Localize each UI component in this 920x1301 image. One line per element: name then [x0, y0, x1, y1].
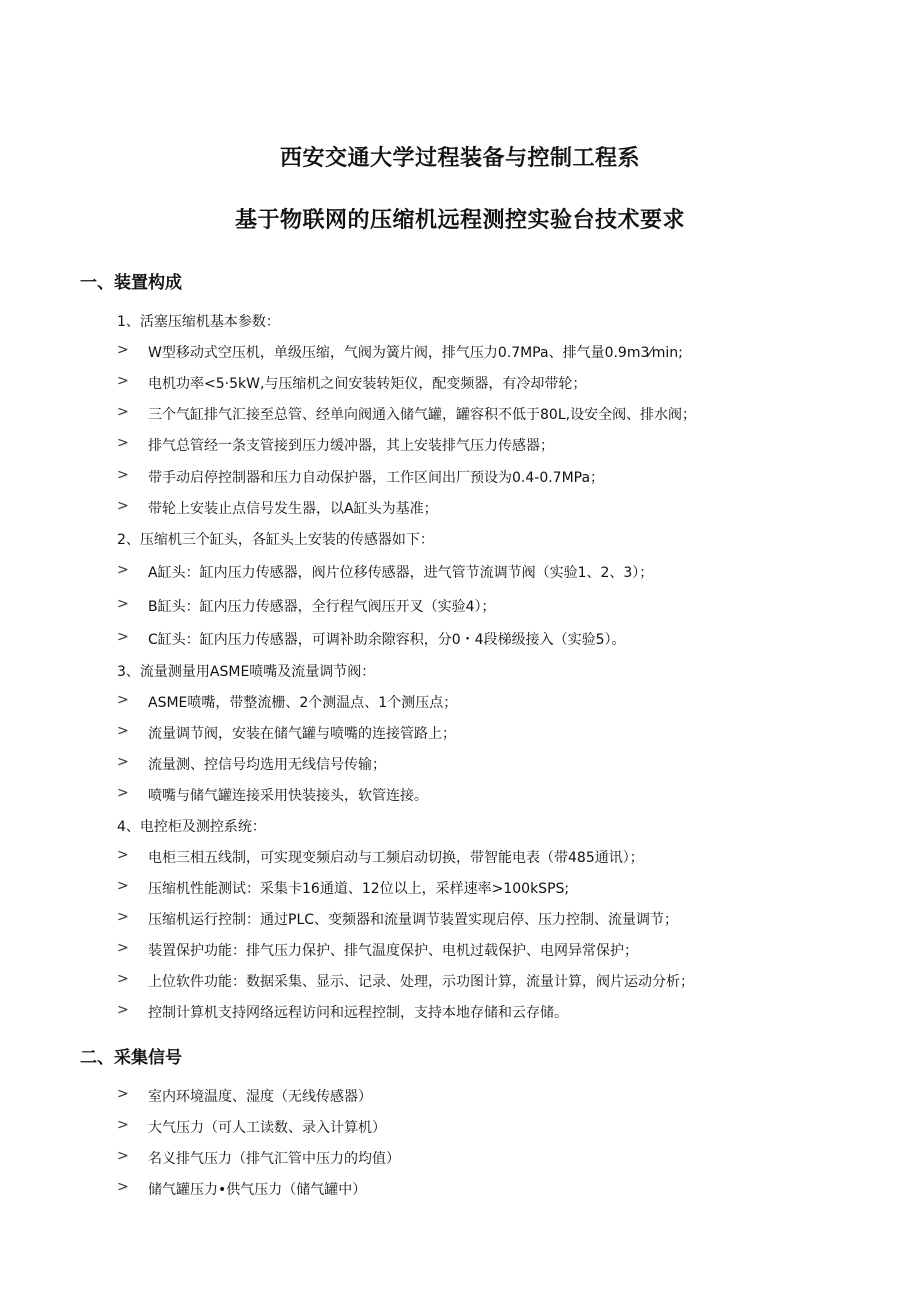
- subheading-control-cabinet: 4、电控柜及测控系统：: [117, 819, 266, 835]
- chevron-right-icon: >: [117, 342, 129, 358]
- subheading-flow-measurement: 3、流量测量用ASME喷嘴及流量调节阀：: [117, 664, 376, 680]
- section-heading-composition: 一、装置构成: [80, 273, 182, 293]
- list-item-text: 上位软件功能：数据采集、显示、记录、处理，示功图计算，流量计算，阀片运动分析；: [148, 974, 694, 990]
- list-item-text: 电柜三相五线制，可实现变频启动与工频启动切换，带智能电表（带485通讯）；: [148, 850, 644, 866]
- list-item-text: 排气总管经一条支管接到压力缓冲器，其上安装排气压力传感器；: [148, 438, 554, 454]
- list-item-text: 名义排气压力（排气汇管中压力的均值）: [148, 1151, 400, 1167]
- chevron-right-icon: >: [117, 1117, 129, 1133]
- document-title: 西安交通大学过程装备与控制工程系: [279, 146, 640, 171]
- chevron-right-icon: >: [117, 629, 129, 645]
- chevron-right-icon: >: [117, 692, 129, 708]
- chevron-right-icon: >: [117, 1002, 129, 1018]
- document-subtitle: 基于物联网的压缩机远程测控实验台技术要求: [234, 208, 685, 233]
- chevron-right-icon: >: [117, 878, 129, 894]
- chevron-right-icon: >: [117, 940, 129, 956]
- list-item-text: 带轮上安装止点信号发生器，以A缸头为基准；: [148, 501, 438, 517]
- chevron-right-icon: >: [117, 404, 129, 420]
- list-item-text: A缸头：缸内压力传感器，阀片位移传感器，进气管节流调节阀（实验1、2、3）；: [148, 565, 654, 581]
- list-item-text: ASME喷嘴，带整流栅、2个测温点、1个测压点；: [148, 695, 458, 711]
- list-item-text: W型移动式空压机，单级压缩，气阀为簧片阀，排气压力0.7MPa、排气量0.9m3⁄min;: [148, 345, 683, 361]
- subheading-compressor-params: 1、活塞压缩机基本参数：: [117, 314, 280, 330]
- chevron-right-icon: >: [117, 971, 129, 987]
- list-item-text: 装置保护功能：排气压力保护、排气温度保护、电机过载保护、电网异常保护；: [148, 943, 638, 959]
- chevron-right-icon: >: [117, 785, 129, 801]
- section-heading-signals: 二、采集信号: [80, 1048, 182, 1068]
- chevron-right-icon: >: [117, 373, 129, 389]
- chevron-right-icon: >: [117, 723, 129, 739]
- chevron-right-icon: >: [117, 596, 129, 612]
- chevron-right-icon: >: [117, 1086, 129, 1102]
- chevron-right-icon: >: [117, 847, 129, 863]
- list-item-text: 三个气缸排气汇接至总管、经单向阀通入储气罐，罐容积不低于80L,设安全阀、排水阀；: [148, 407, 697, 423]
- list-item-text: C缸头：缸内压力传感器，可调补助余隙容积，分0・4段梯级接入（实验5）。: [148, 632, 626, 648]
- list-item-text: 压缩机性能测试：采集卡16通道、12位以上，采样速率>100kSPS;: [148, 881, 570, 897]
- list-item-text: 室内环境温度、湿度（无线传感器）: [148, 1089, 372, 1105]
- chevron-right-icon: >: [117, 909, 129, 925]
- list-item-text: 压缩机运行控制：通过PLC、变频器和流量调节装置实现启停、压力控制、流量调节；: [148, 912, 679, 928]
- chevron-right-icon: >: [117, 1148, 129, 1164]
- chevron-right-icon: >: [117, 467, 129, 483]
- chevron-right-icon: >: [117, 754, 129, 770]
- chevron-right-icon: >: [117, 562, 129, 578]
- chevron-right-icon: >: [117, 435, 129, 451]
- chevron-right-icon: >: [117, 498, 129, 514]
- list-item-text: B缸头：缸内压力传感器，全行程气阀压开叉（实验4）；: [148, 599, 496, 615]
- list-item-text: 电机功率<5·5kW,与压缩机之间安装转矩仪，配变频器，有冷却带轮；: [148, 376, 587, 392]
- list-item-text: 大气压力（可人工读数、录入计算机）: [148, 1120, 386, 1136]
- chevron-right-icon: >: [117, 1179, 129, 1195]
- list-item-text: 带手动启停控制器和压力自动保护器，工作区间出厂预设为0.4-0.7MPa；: [148, 470, 605, 486]
- list-item-text: 控制计算机支持网络远程访问和远程控制，支持本地存储和云存储。: [148, 1005, 568, 1021]
- list-item-text: 喷嘴与储气罐连接采用快装接头，软管连接。: [148, 788, 428, 804]
- list-item-text: 流量测、控信号均选用无线信号传输；: [148, 757, 386, 773]
- subheading-cylinder-sensors: 2、压缩机三个缸头，各缸头上安装的传感器如下：: [117, 532, 434, 548]
- list-item-text: 流量调节阀，安装在储气罐与喷嘴的连接管路上；: [148, 726, 456, 742]
- list-item-text: 储气罐压力•供气压力（储气罐中）: [148, 1182, 367, 1198]
